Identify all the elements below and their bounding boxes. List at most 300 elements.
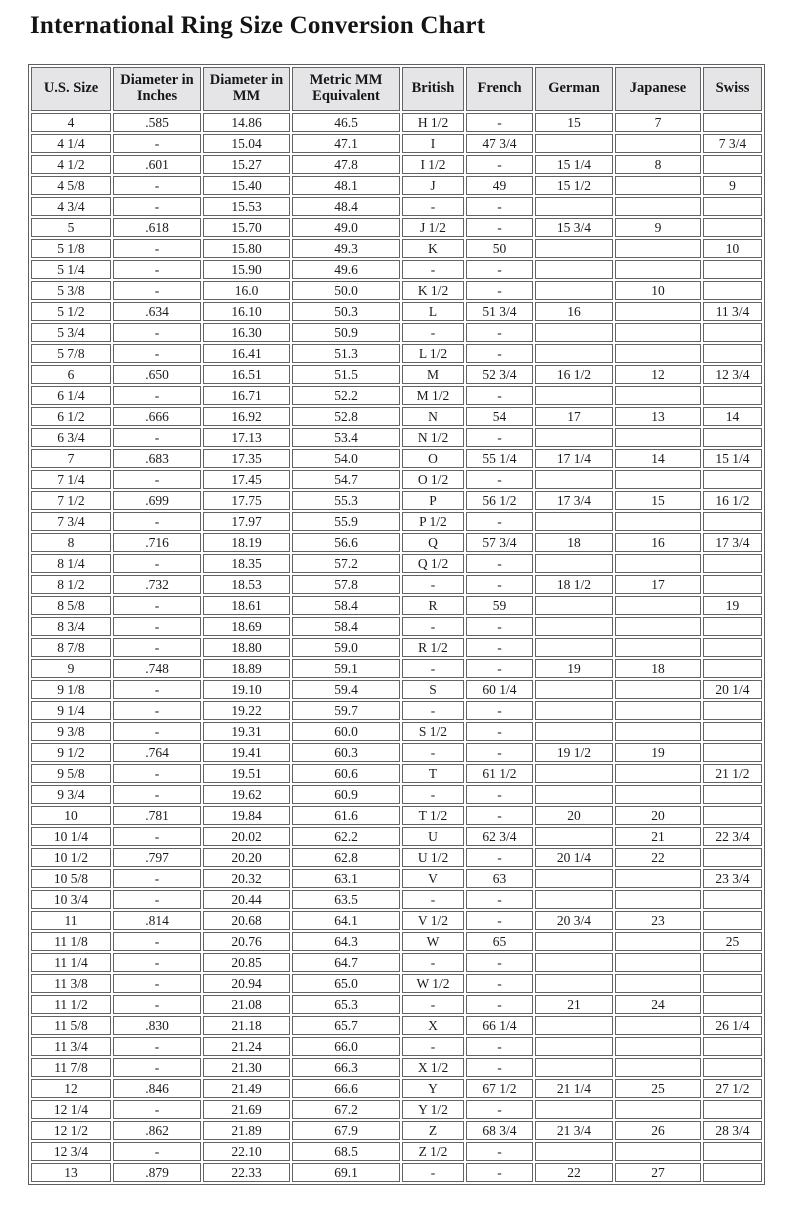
table-cell	[615, 722, 701, 741]
table-cell: 61.6	[292, 806, 400, 825]
table-cell	[703, 512, 762, 531]
table-cell: 16	[615, 533, 701, 552]
table-cell: 67 1/2	[466, 1079, 533, 1098]
table-cell: 57 3/4	[466, 533, 533, 552]
table-row	[31, 806, 762, 825]
table-cell: 20	[535, 806, 613, 825]
table-cell: 55 1/4	[466, 449, 533, 468]
table-cell	[703, 953, 762, 972]
table-cell	[703, 113, 762, 132]
page-title: International Ring Size Conversion Chart	[30, 12, 486, 39]
table-cell: 12 1/2	[31, 1121, 111, 1140]
table-cell	[615, 869, 701, 888]
table-cell: 22.33	[203, 1163, 290, 1182]
table-cell: .650	[113, 365, 201, 384]
table-cell: 60 1/4	[466, 680, 533, 699]
table-cell: 49.3	[292, 239, 400, 258]
table-cell	[703, 785, 762, 804]
table-cell: 12 1/4	[31, 1100, 111, 1119]
table-cell: -	[466, 974, 533, 993]
table-cell: 9	[31, 659, 111, 678]
table-cell: -	[402, 617, 464, 636]
table-cell: -	[113, 554, 201, 573]
table-cell: 16.0	[203, 281, 290, 300]
table-cell: -	[113, 281, 201, 300]
table-cell: .879	[113, 1163, 201, 1182]
table-row	[31, 1016, 762, 1035]
table-cell: Z	[402, 1121, 464, 1140]
table-cell: -	[466, 512, 533, 531]
table-row	[31, 554, 762, 573]
table-cell: 50	[466, 239, 533, 258]
table-cell: .601	[113, 155, 201, 174]
table-cell: 20 1/4	[703, 680, 762, 699]
table-cell: 48.4	[292, 197, 400, 216]
table-cell: 14	[703, 407, 762, 426]
table-cell	[535, 323, 613, 342]
table-cell: 7	[615, 113, 701, 132]
table-cell: 50.9	[292, 323, 400, 342]
table-cell: 20.68	[203, 911, 290, 930]
table-cell: -	[402, 953, 464, 972]
table-cell: 9 1/4	[31, 701, 111, 720]
table-cell	[615, 470, 701, 489]
table-cell	[535, 890, 613, 909]
column-header: U.S. Size	[31, 67, 111, 111]
table-cell: -	[113, 785, 201, 804]
table-cell: W 1/2	[402, 974, 464, 993]
table-cell: -	[466, 575, 533, 594]
table-row	[31, 785, 762, 804]
table-cell: 66 1/4	[466, 1016, 533, 1035]
table-cell: 10 1/2	[31, 848, 111, 867]
table-cell: .666	[113, 407, 201, 426]
table-cell: 52.8	[292, 407, 400, 426]
table-row	[31, 470, 762, 489]
table-cell: 15.80	[203, 239, 290, 258]
table-cell	[703, 155, 762, 174]
table-cell: 9 3/4	[31, 785, 111, 804]
table-cell: 17.75	[203, 491, 290, 510]
table-cell	[615, 953, 701, 972]
table-row	[31, 428, 762, 447]
table-cell: -	[466, 638, 533, 657]
table-cell: 17 3/4	[535, 491, 613, 510]
table-cell: .862	[113, 1121, 201, 1140]
table-cell	[703, 197, 762, 216]
table-cell: 50.0	[292, 281, 400, 300]
table-row	[31, 449, 762, 468]
table-cell: 17 3/4	[703, 533, 762, 552]
table-cell: 4	[31, 113, 111, 132]
table-cell	[535, 554, 613, 573]
table-cell: Y	[402, 1079, 464, 1098]
table-cell: 68 3/4	[466, 1121, 533, 1140]
table-cell: 20.20	[203, 848, 290, 867]
table-cell: 19.62	[203, 785, 290, 804]
table-cell: .797	[113, 848, 201, 867]
table-cell: 26 1/4	[703, 1016, 762, 1035]
table-cell: 15.04	[203, 134, 290, 153]
table-cell	[535, 638, 613, 657]
table-cell: -	[402, 575, 464, 594]
table-cell: 6 3/4	[31, 428, 111, 447]
table-row	[31, 659, 762, 678]
table-cell: 19.84	[203, 806, 290, 825]
table-cell: R 1/2	[402, 638, 464, 657]
table-cell	[615, 638, 701, 657]
table-cell: P	[402, 491, 464, 510]
table-cell: 16.92	[203, 407, 290, 426]
table-cell: -	[466, 281, 533, 300]
table-cell: 16.10	[203, 302, 290, 321]
table-cell: -	[466, 218, 533, 237]
table-row	[31, 1142, 762, 1161]
table-cell: -	[402, 1163, 464, 1182]
table-cell: 18	[535, 533, 613, 552]
table-cell: 10	[703, 239, 762, 258]
table-cell: I 1/2	[402, 155, 464, 174]
table-cell	[535, 470, 613, 489]
table-header-row	[31, 67, 762, 111]
table-cell: 13	[615, 407, 701, 426]
table-cell: 21.89	[203, 1121, 290, 1140]
table-cell: -	[466, 659, 533, 678]
table-cell: 58.4	[292, 596, 400, 615]
table-cell: 18.69	[203, 617, 290, 636]
table-row	[31, 680, 762, 699]
table-cell: 15 1/4	[703, 449, 762, 468]
table-cell: 20 3/4	[535, 911, 613, 930]
table-cell: 62 3/4	[466, 827, 533, 846]
table-cell: 66.0	[292, 1037, 400, 1056]
table-cell: -	[466, 785, 533, 804]
table-cell: -	[113, 1037, 201, 1056]
table-cell	[535, 785, 613, 804]
table-cell: -	[113, 386, 201, 405]
table-body	[31, 113, 762, 1182]
table-cell: 9	[615, 218, 701, 237]
table-cell: K 1/2	[402, 281, 464, 300]
table-cell	[535, 512, 613, 531]
table-row	[31, 953, 762, 972]
table-cell: 19.41	[203, 743, 290, 762]
table-cell: -	[113, 1100, 201, 1119]
table-cell: 15.27	[203, 155, 290, 174]
table-cell: 52 3/4	[466, 365, 533, 384]
table-cell: 4 1/2	[31, 155, 111, 174]
table-cell: 15 3/4	[535, 218, 613, 237]
table-cell	[703, 218, 762, 237]
table-row	[31, 848, 762, 867]
table-row	[31, 302, 762, 321]
table-cell	[703, 260, 762, 279]
table-cell: 5 3/4	[31, 323, 111, 342]
table-cell: 11 1/8	[31, 932, 111, 951]
table-cell: -	[466, 155, 533, 174]
column-header: German	[535, 67, 613, 111]
table-cell: 20.85	[203, 953, 290, 972]
table-cell: N	[402, 407, 464, 426]
table-cell	[615, 428, 701, 447]
table-cell: 8 1/2	[31, 575, 111, 594]
table-cell: 15 1/4	[535, 155, 613, 174]
table-cell: 64.1	[292, 911, 400, 930]
table-cell: -	[402, 659, 464, 678]
table-cell: 15.40	[203, 176, 290, 195]
table-cell: -	[466, 953, 533, 972]
table-cell: -	[402, 197, 464, 216]
table-cell: 8 1/4	[31, 554, 111, 573]
table-cell: 20.94	[203, 974, 290, 993]
table-row	[31, 743, 762, 762]
table-cell: 11 3/4	[703, 302, 762, 321]
table-cell	[703, 344, 762, 363]
table-row	[31, 638, 762, 657]
table-cell: 5	[31, 218, 111, 237]
table-cell	[535, 932, 613, 951]
table-cell: .634	[113, 302, 201, 321]
table-cell: 20.44	[203, 890, 290, 909]
table-cell: 16	[535, 302, 613, 321]
table-cell	[615, 554, 701, 573]
table-cell: -	[402, 743, 464, 762]
table-cell: 49.6	[292, 260, 400, 279]
table-cell: 59.4	[292, 680, 400, 699]
table-row	[31, 491, 762, 510]
table-cell: 9 3/8	[31, 722, 111, 741]
table-cell: .764	[113, 743, 201, 762]
table-cell: -	[113, 428, 201, 447]
table-cell: J 1/2	[402, 218, 464, 237]
column-header: Metric MM Equivalent	[292, 67, 400, 111]
table-cell: 55.3	[292, 491, 400, 510]
table-cell: -	[113, 764, 201, 783]
table-row	[31, 365, 762, 384]
table-cell	[615, 680, 701, 699]
table-cell: 17	[535, 407, 613, 426]
table-row	[31, 932, 762, 951]
table-cell: -	[466, 113, 533, 132]
table-cell: S 1/2	[402, 722, 464, 741]
table-cell: 20	[615, 806, 701, 825]
table-cell: 63.5	[292, 890, 400, 909]
table-cell: 21 1/4	[535, 1079, 613, 1098]
table-cell: -	[466, 1037, 533, 1056]
table-cell: -	[402, 260, 464, 279]
table-cell	[703, 1163, 762, 1182]
table-row	[31, 281, 762, 300]
table-cell: 10	[31, 806, 111, 825]
table-cell: Q 1/2	[402, 554, 464, 573]
table-cell: T 1/2	[402, 806, 464, 825]
table-cell: 21.69	[203, 1100, 290, 1119]
table-cell: U 1/2	[402, 848, 464, 867]
table-cell	[703, 722, 762, 741]
table-cell	[703, 806, 762, 825]
table-cell: 24	[615, 995, 701, 1014]
table-row	[31, 239, 762, 258]
table-cell: J	[402, 176, 464, 195]
table-cell: -	[402, 995, 464, 1014]
table-cell: 6 1/4	[31, 386, 111, 405]
table-cell: 17.13	[203, 428, 290, 447]
table-cell	[703, 470, 762, 489]
table-cell: -	[466, 344, 533, 363]
table-cell: 27 1/2	[703, 1079, 762, 1098]
table-row	[31, 596, 762, 615]
table-cell: 10	[615, 281, 701, 300]
table-cell: O	[402, 449, 464, 468]
table-cell: .716	[113, 533, 201, 552]
table-cell: 12	[615, 365, 701, 384]
table-cell: -	[466, 848, 533, 867]
table-cell: -	[113, 176, 201, 195]
table-cell: -	[113, 680, 201, 699]
table-cell: 25	[703, 932, 762, 951]
table-cell: U	[402, 827, 464, 846]
table-cell: 21.08	[203, 995, 290, 1014]
table-cell: 58.4	[292, 617, 400, 636]
table-cell: 27	[615, 1163, 701, 1182]
table-cell: .732	[113, 575, 201, 594]
table-cell: 9 1/2	[31, 743, 111, 762]
table-cell: 18	[615, 659, 701, 678]
table-cell: 7 3/4	[703, 134, 762, 153]
table-cell: -	[113, 953, 201, 972]
table-cell	[615, 1037, 701, 1056]
table-cell	[535, 344, 613, 363]
table-cell: 67.9	[292, 1121, 400, 1140]
table-cell	[535, 617, 613, 636]
table-cell: X	[402, 1016, 464, 1035]
table-cell	[535, 722, 613, 741]
table-cell: 69.1	[292, 1163, 400, 1182]
table-cell	[615, 932, 701, 951]
table-cell: 62.8	[292, 848, 400, 867]
table-cell: -	[113, 617, 201, 636]
table-cell: 14.86	[203, 113, 290, 132]
table-cell	[615, 239, 701, 258]
table-cell: 20.32	[203, 869, 290, 888]
table-cell: 22 3/4	[703, 827, 762, 846]
table-cell: 19.22	[203, 701, 290, 720]
table-cell: 15 1/2	[535, 176, 613, 195]
table-row	[31, 155, 762, 174]
table-cell: 66.6	[292, 1079, 400, 1098]
table-cell	[703, 890, 762, 909]
table-cell: 11 3/8	[31, 974, 111, 993]
table-cell	[615, 134, 701, 153]
table-cell: 60.3	[292, 743, 400, 762]
table-cell: 64.7	[292, 953, 400, 972]
table-cell: 11 1/4	[31, 953, 111, 972]
table-cell: 51 3/4	[466, 302, 533, 321]
table-row	[31, 827, 762, 846]
table-cell: 12 3/4	[31, 1142, 111, 1161]
table-cell	[615, 596, 701, 615]
table-cell: 11 3/4	[31, 1037, 111, 1056]
table-row	[31, 260, 762, 279]
table-cell: -	[113, 197, 201, 216]
table-row	[31, 890, 762, 909]
table-row	[31, 176, 762, 195]
table-cell: 5 1/8	[31, 239, 111, 258]
table-cell: 59	[466, 596, 533, 615]
table-cell	[703, 554, 762, 573]
table-cell	[535, 1058, 613, 1077]
table-cell: 21	[615, 827, 701, 846]
table-cell: -	[466, 890, 533, 909]
table-cell: 23	[615, 911, 701, 930]
table-row	[31, 197, 762, 216]
table-cell: 8 5/8	[31, 596, 111, 615]
table-cell: 8 7/8	[31, 638, 111, 657]
table-cell	[615, 302, 701, 321]
table-row	[31, 995, 762, 1014]
table-cell: 11	[31, 911, 111, 930]
table-cell	[615, 1016, 701, 1035]
table-row	[31, 407, 762, 426]
table-row	[31, 113, 762, 132]
table-cell: 22	[535, 1163, 613, 1182]
table-cell: -	[113, 512, 201, 531]
table-cell: Y 1/2	[402, 1100, 464, 1119]
table-cell: -	[466, 701, 533, 720]
table-cell	[535, 869, 613, 888]
table-cell	[703, 701, 762, 720]
table-cell: 4 1/4	[31, 134, 111, 153]
table-cell	[535, 134, 613, 153]
table-row	[31, 1100, 762, 1119]
table-cell: 12 3/4	[703, 365, 762, 384]
table-row	[31, 1058, 762, 1077]
table-row	[31, 764, 762, 783]
table-cell: -	[466, 911, 533, 930]
table-cell: -	[113, 890, 201, 909]
table-row	[31, 533, 762, 552]
table-cell: -	[466, 386, 533, 405]
table-cell: 60.6	[292, 764, 400, 783]
table-row	[31, 386, 762, 405]
table-cell: 62.2	[292, 827, 400, 846]
table-cell: 18 1/2	[535, 575, 613, 594]
table-cell: N 1/2	[402, 428, 464, 447]
table-cell	[703, 995, 762, 1014]
table-cell: 17 1/4	[535, 449, 613, 468]
table-cell	[615, 1058, 701, 1077]
table-cell: 15.90	[203, 260, 290, 279]
table-cell: -	[113, 1142, 201, 1161]
table-cell	[703, 617, 762, 636]
table-cell	[615, 344, 701, 363]
table-cell	[615, 386, 701, 405]
table-cell: -	[113, 323, 201, 342]
table-cell	[615, 785, 701, 804]
table-cell	[703, 1058, 762, 1077]
table-cell: 26	[615, 1121, 701, 1140]
table-cell: 7 3/4	[31, 512, 111, 531]
table-cell: 9 1/8	[31, 680, 111, 699]
table-cell: 54.0	[292, 449, 400, 468]
table-cell: 4 5/8	[31, 176, 111, 195]
table-cell: 18.19	[203, 533, 290, 552]
table-cell: 18.89	[203, 659, 290, 678]
table-cell: 56.6	[292, 533, 400, 552]
table-cell	[535, 701, 613, 720]
table-cell: 10 5/8	[31, 869, 111, 888]
table-cell: -	[466, 197, 533, 216]
